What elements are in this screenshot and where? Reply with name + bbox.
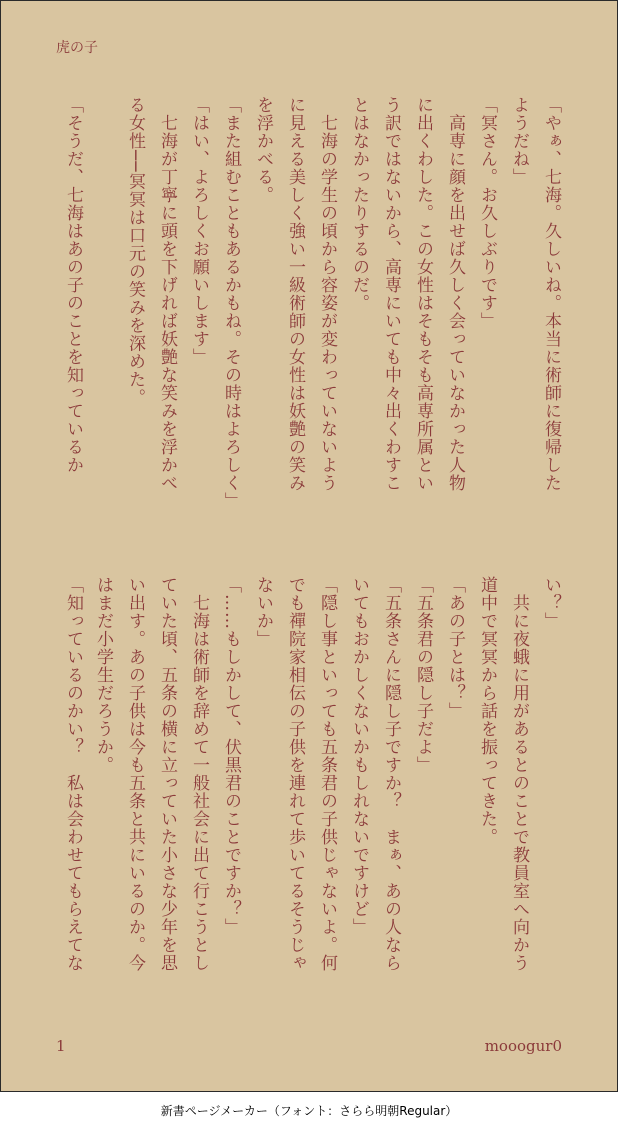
- text-column: い？」: [541, 576, 561, 630]
- text-column: 「五条さんに隠し子ですか？ まぁ、あの人なら: [381, 576, 401, 972]
- page-number: 1: [56, 1037, 66, 1055]
- text-column: を浮かべる。: [253, 96, 273, 204]
- text-column: 「……もしかして、伏黒君のことですか？」: [221, 576, 241, 936]
- text-column: 「はい、よろしくお願いします」: [189, 96, 209, 366]
- chapter-title: 虎の子: [56, 40, 98, 56]
- text-column: ないか」: [253, 576, 273, 648]
- text-column: 「隠し事といっても五条君の子供じゃないよ。何: [317, 576, 337, 972]
- text-column: 七海の学生の頃から容姿が変わっていないよう: [317, 96, 337, 492]
- text-column: 高専に顔を出せば久しく会っていなかった人物: [445, 96, 465, 492]
- text-column: 「あの子とは？」: [445, 576, 465, 720]
- text-column: う訳ではないから、高専にいても中々出くわすこ: [381, 96, 401, 492]
- text-column: いてもおかしくないかもしれないですけど」: [349, 576, 369, 936]
- text-column: ようだね」: [509, 96, 529, 186]
- text-column: 「そうだ、七海はあの子のことを知っているか: [63, 96, 83, 474]
- text-column: 七海が丁寧に頭を下げれば妖艶な笑みを浮かべ: [157, 96, 177, 492]
- text-column: 「冥さん。お久しぶりです」: [477, 96, 497, 330]
- text-column: とはなかったりするのだ。: [349, 96, 369, 312]
- text-column: 「五条君の隠し子だよ」: [413, 576, 433, 774]
- text-column: ていた頃、五条の横に立っていた小さな少年を思: [157, 576, 177, 972]
- text-column: 「知っているのかい？ 私は会わせてもらえてな: [63, 576, 83, 972]
- text-column: 「やぁ、七海。久しいね。本当に術師に復帰した: [541, 96, 561, 492]
- text-column: はまだ小学生だろうか。: [93, 576, 113, 774]
- text-column: でも禪院家相伝の子供を連れて歩いてるそうじゃ: [285, 576, 305, 972]
- text-column: 「また組むこともあるかもね。その時はよろしく」: [221, 96, 241, 510]
- author-name: mooogur0: [484, 1037, 562, 1055]
- text-column: 共に夜蛾に用があるとのことで教員室へ向かう: [509, 576, 529, 972]
- text-column: い出す。あの子供は今も五条と共にいるのか。今: [125, 576, 145, 972]
- generator-caption: 新書ページメーカー（フォント：さらら明朝Regular）: [160, 1104, 458, 1118]
- text-column: 七海は術師を辞めて一般社会に出て行こうとし: [189, 576, 209, 972]
- text-column: 道中で冥冥から話を振ってきた。: [477, 576, 497, 846]
- text-column: に見える美しく強い一級術師の女性は妖艶の笑み: [285, 96, 305, 492]
- text-column: に出くわした。この女性はそもそも高専所属とい: [413, 96, 433, 492]
- text-column: る女性──冥冥は口元の笑みを深めた。: [125, 96, 145, 407]
